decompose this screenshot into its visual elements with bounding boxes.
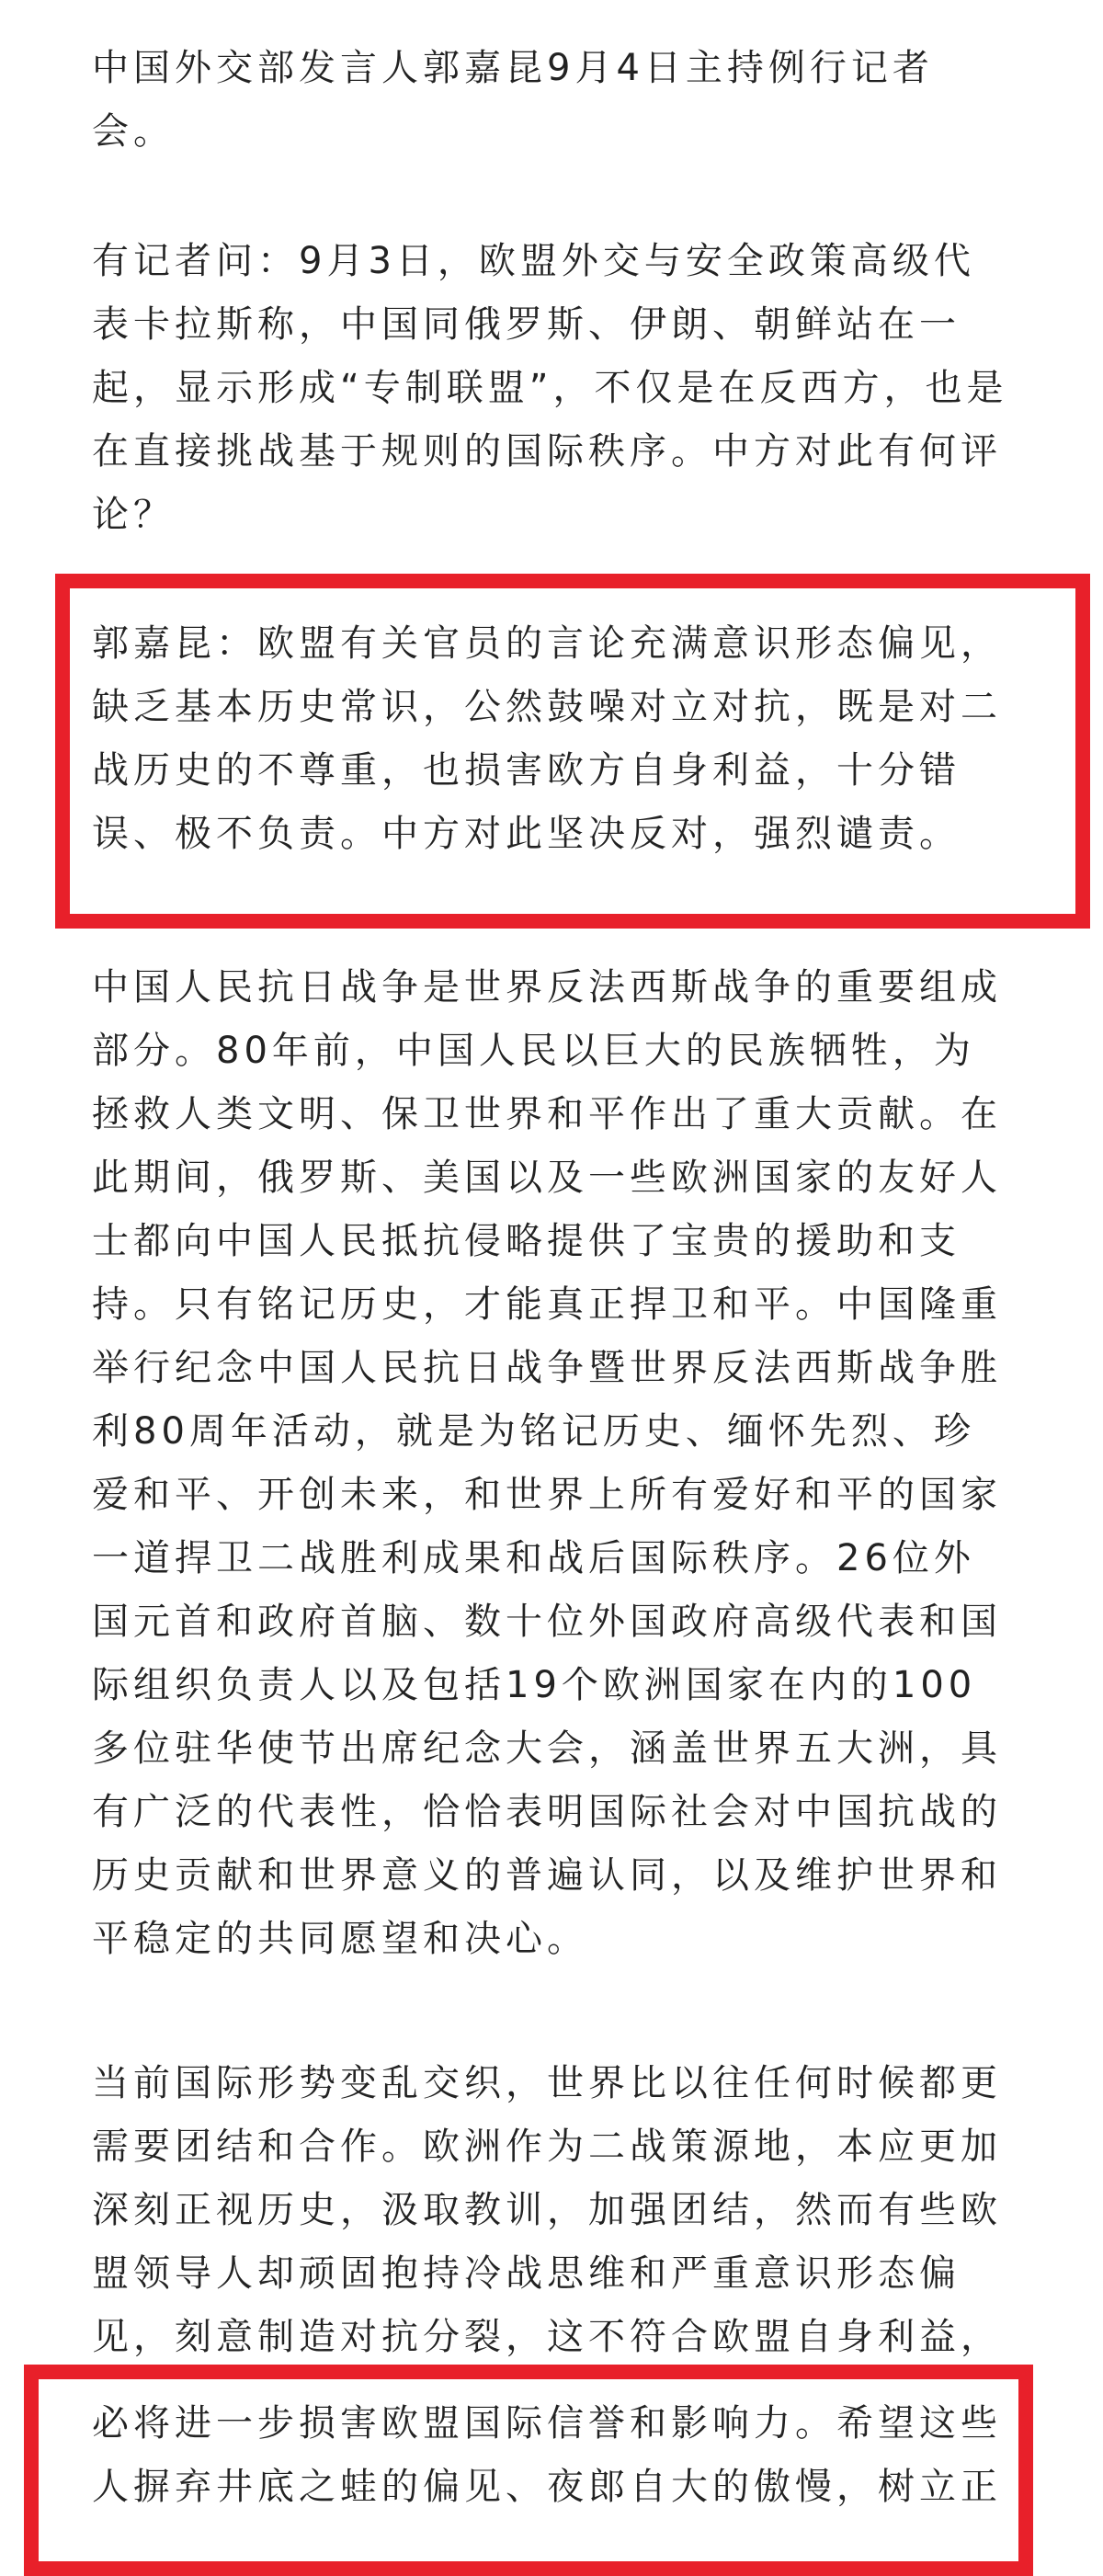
paragraph-conclusion-highlighted: 必将进一步损害欧盟国际信誉和影响力。希望这些人摒弃井底之蛙的偏见、夜郎自大的傲慢，树立正 bbox=[92, 2402, 1002, 2508]
highlight-box-conclusion bbox=[24, 2365, 1033, 2576]
paragraph-answer-highlighted: 郭嘉昆：欧盟有关官员的言论充满意识形态偏见，缺乏基本历史常识，公然鼓噪对立对抗，既是对二战历史的不尊重，也损害欧方自身利益，十分错误、极不负责。中方对此坚决反对，强烈谴责。 bbox=[92, 622, 1002, 855]
paragraph-intro: 中国外交部发言人郭嘉昆9月4日主持例行记者会。 bbox=[92, 47, 934, 153]
paragraph-history: 中国人民抗日战争是世界反法西斯战争的重要组成部分。80年前，中国人民以巨大的民族牺牲，为拯救人类文明、保卫世界和平作出了重大贡献。在此期间，俄罗斯、美国以及一些欧洲国家的友好人士都向中国人民抵抗侵略提供了宝贵的援助和支持。只有铭记历史，才能真正捍卫和平。中国隆重举行纪念中国人民抗日战争暨世界反法西斯战争胜利80周年活动，就是为铭记历史、缅怀先烈、珍爱和平、开创未来，和世界上所有爱好和平的国家一道捍卫二战胜利成果和战后国际秩序。26位外国元首和政府首脑、数十位外国政府高级代表和国际组织负责人以及包括19个欧洲国家在内的100多位驻华使节出席纪念大会，涵盖世界五大洲，具有广泛的代表性，恰恰表明国际社会对中国抗战的历史贡献和世界意义的普遍认同，以及维护世界和平稳定的共同愿望和决心。 bbox=[92, 966, 1002, 1960]
paragraph-current-situation: 当前国际形势变乱交织，世界比以往任何时候都更需要团结和合作。欧洲作为二战策源地，本应更加深刻正视历史，汲取教训，加强团结，然而有些欧盟领导人却顽固抱持冷战思维和严重意识形态偏见，刻意制造对抗分裂，这不符合欧盟自身利益， bbox=[92, 2062, 1002, 2358]
highlight-box-answer bbox=[55, 574, 1090, 929]
paragraph-question: 有记者问：9月3日，欧盟外交与安全政策高级代表卡拉斯称，中国同俄罗斯、伊朗、朝鲜站在一起，显示形成“专制联盟”，不仅是在反西方，也是在直接挑战基于规则的国际秩序。中方对此有何评论？ bbox=[92, 240, 1008, 536]
